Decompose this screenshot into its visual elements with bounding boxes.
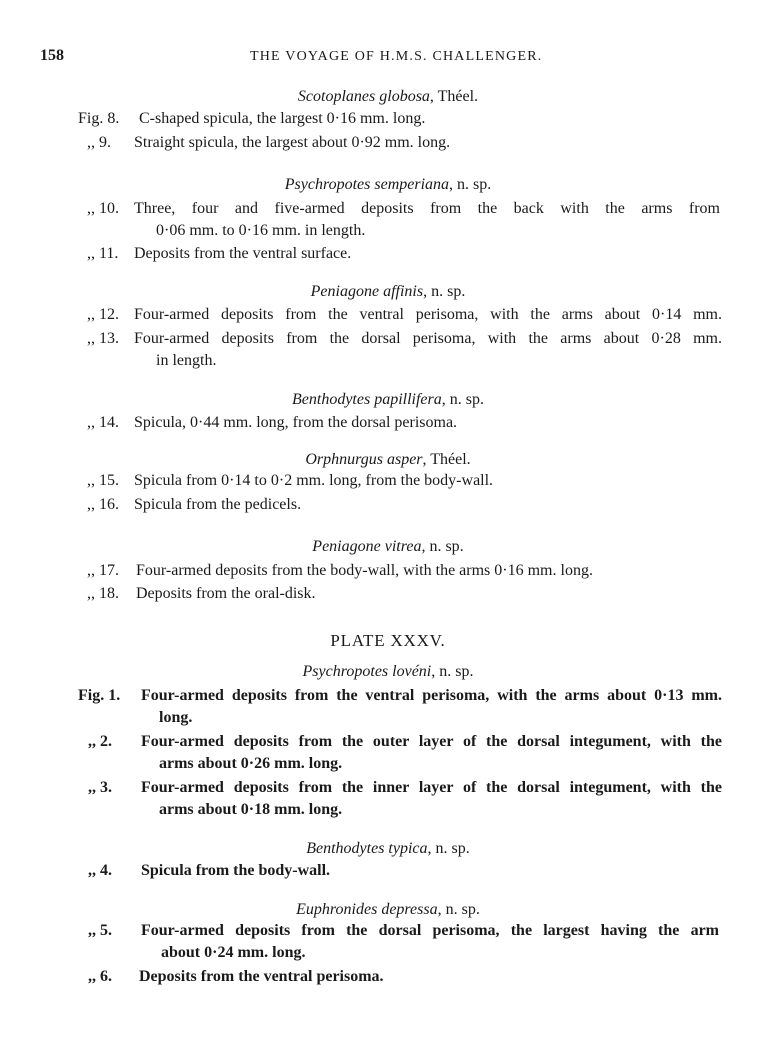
- species-heading: [0, 841, 776, 857]
- description-line-1: Four-armed deposits from the ventral perisoma, with the arms about 0·14 mm.: [134, 306, 722, 323]
- description-line-2: about 0·24 mm. long.: [161, 944, 306, 961]
- figure-description: Deposits from the oral-disk.: [136, 585, 316, 602]
- figure-number: ,, 16.: [87, 496, 119, 513]
- figure-number: ,, 14.: [87, 414, 119, 431]
- figure-description: Deposits from the ventral surface.: [134, 245, 352, 262]
- description-line-2: arms about 0·26 mm. long.: [159, 755, 343, 772]
- figure-entry: [0, 777, 776, 821]
- figure-number: ,, 17.: [87, 562, 119, 579]
- figure-entry: [0, 108, 776, 130]
- species-heading: [0, 392, 776, 408]
- figure-number: ,, 10.: [87, 200, 119, 217]
- description-line-1: Four-armed deposits from the outer layer of the dorsal integument, with the: [141, 733, 722, 750]
- species-name: Peniagone affinis: [310, 283, 424, 300]
- figure-entry: [0, 304, 776, 326]
- species-heading: [0, 664, 776, 680]
- figure-entry: [0, 685, 776, 729]
- figure-description: C-shaped spicula, the largest 0·16 mm. long.: [139, 110, 426, 127]
- figure-number: ,, 15.: [87, 472, 119, 489]
- figure-description: [134, 198, 720, 242]
- figure-entry: [0, 860, 776, 882]
- description-line-2: in length.: [156, 352, 217, 369]
- description-line-1: Four-armed deposits from the inner layer of the dorsal integument, with the: [141, 779, 722, 796]
- description-line-2: 0·06 mm. to 0·16 mm. in length.: [156, 222, 366, 239]
- figure-description: [141, 731, 722, 775]
- figure-description: [134, 304, 722, 326]
- figure-description: [141, 685, 722, 729]
- figure-entry: [0, 412, 776, 434]
- description-line-2: long.: [159, 709, 193, 726]
- figure-entry: [0, 583, 776, 605]
- species-heading: [0, 902, 776, 918]
- species-authority: , n. sp.: [449, 176, 492, 193]
- figure-entry: [0, 966, 776, 988]
- figure-number: ,, 5.: [88, 922, 112, 939]
- species-heading: [0, 539, 776, 555]
- description-line-2: arms about 0·18 mm. long.: [159, 801, 343, 818]
- species-authority: , n. sp.: [421, 538, 464, 555]
- species-name: Orphnurgus asper: [305, 451, 423, 468]
- species-heading: [0, 284, 776, 300]
- figure-description: Four-armed deposits from the body-wall, with the arms 0·16 mm. long.: [136, 562, 593, 579]
- species-heading: [0, 89, 776, 105]
- figure-entry: [0, 470, 776, 492]
- species-heading: [0, 177, 776, 193]
- species-heading: [0, 452, 776, 468]
- figure-description: [134, 328, 722, 372]
- species-name: Psychropotes semperiana: [284, 176, 450, 193]
- species-name: Euphronides depressa: [296, 901, 438, 918]
- figure-number: ,, 4.: [88, 862, 112, 879]
- species-authority: , n. sp.: [441, 391, 484, 408]
- species-authority: , n. sp.: [427, 840, 470, 857]
- figure-description: Spicula from the pedicels.: [134, 496, 302, 513]
- figure-number: ,, 18.: [87, 585, 119, 602]
- species-authority: , Théel.: [429, 88, 479, 105]
- figure-description: Spicula, 0·44 mm. long, from the dorsal perisoma.: [134, 414, 458, 431]
- figure-entry: [0, 328, 776, 372]
- species-name: Scotoplanes globosa: [297, 88, 430, 105]
- figure-number: ,, 9.: [87, 134, 111, 151]
- figure-description: Spicula from the body-wall.: [141, 862, 331, 879]
- species-name: Benthodytes typica: [306, 840, 428, 857]
- figure-number: ,, 12.: [87, 306, 119, 323]
- figure-entry: [0, 198, 776, 242]
- figure-number: ,, 6.: [88, 968, 112, 985]
- species-authority: , n. sp.: [437, 901, 480, 918]
- figure-entry: [0, 731, 776, 775]
- description-line-1: Four-armed deposits from the dorsal perisoma, the largest having the arm: [141, 922, 719, 939]
- figure-number: ,, 3.: [88, 779, 112, 796]
- species-name: Benthodytes papillifera: [292, 391, 442, 408]
- figure-description: Deposits from the ventral perisoma.: [139, 968, 384, 985]
- figure-entry: [0, 243, 776, 265]
- figure-entry: [0, 494, 776, 516]
- description-line-1: Three, four and five-armed deposits from the back with the arms from: [134, 200, 720, 217]
- running-title: THE VOYAGE OF H.M.S. CHALLENGER.: [250, 49, 543, 64]
- figure-entry: [0, 560, 776, 582]
- species-authority: , Théel.: [422, 451, 471, 468]
- plate-title: PLATE XXXV.: [330, 631, 446, 650]
- figure-description: [141, 920, 719, 964]
- description-line-1: Four-armed deposits from the ventral perisoma, with the arms about 0·13 mm.: [141, 687, 722, 704]
- species-authority: , n. sp.: [423, 283, 466, 300]
- figure-number: ,, 11.: [87, 245, 119, 262]
- species-name: Psychropotes lovéni: [302, 663, 432, 680]
- figure-description: Straight spicula, the largest about 0·92 mm. long.: [134, 134, 451, 151]
- figure-number: ,, 2.: [88, 733, 112, 750]
- figure-number: Fig. 8.: [78, 110, 120, 127]
- figure-entry: [0, 132, 776, 154]
- figure-number: Fig. 1.: [78, 687, 121, 704]
- species-authority: , n. sp.: [431, 663, 474, 680]
- figure-entry: [0, 920, 776, 964]
- figure-number: ,, 13.: [87, 330, 119, 347]
- description-line-1: Four-armed deposits from the dorsal perisoma, with the arms about 0·28 mm.: [134, 330, 722, 347]
- species-name: Peniagone vitrea: [312, 538, 422, 555]
- figure-description: Spicula from 0·14 to 0·2 mm. long, from the body-wall.: [134, 472, 494, 489]
- page-number: 158: [40, 47, 64, 64]
- figure-description: [141, 777, 722, 821]
